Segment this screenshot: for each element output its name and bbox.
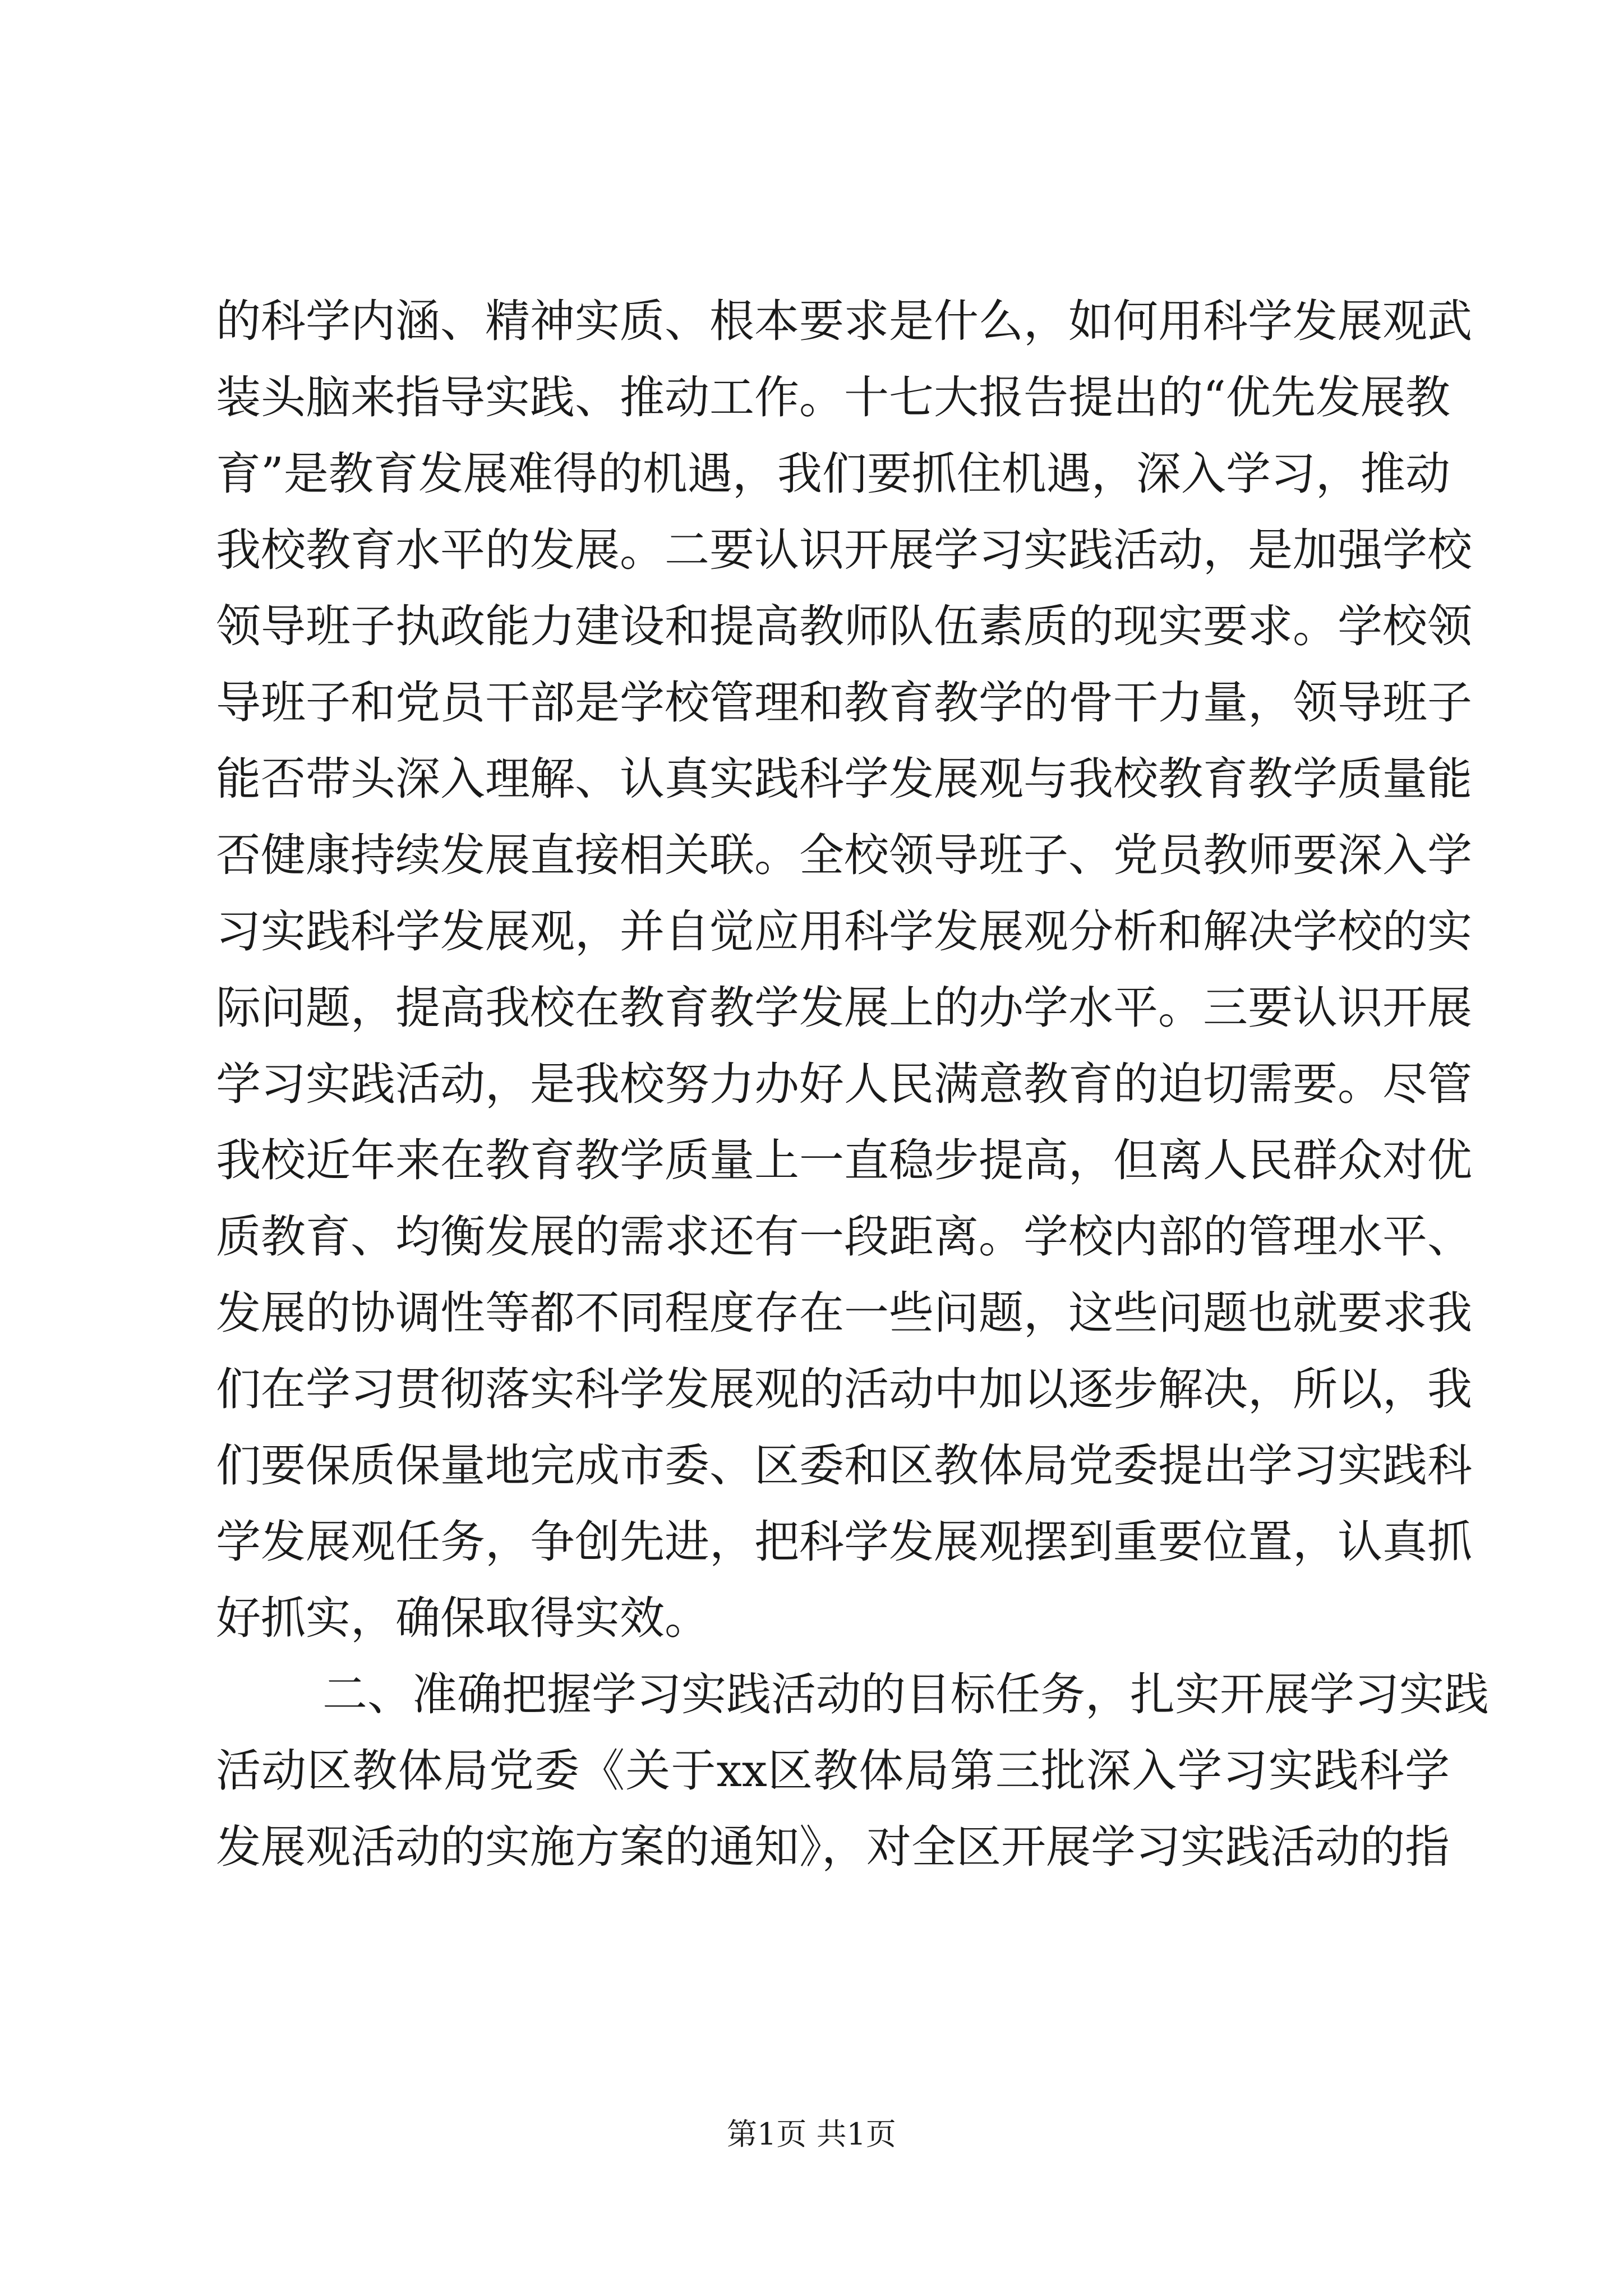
text-line: 二、准确把握学习实践活动的目标任务，扎实开展学习实践 [322, 1668, 1489, 1720]
document-body [216, 283, 1489, 1885]
text-line: 否健康持续发展直接相关联。全校领导班子、党员教师要深入学 [216, 829, 1472, 881]
text-line: 领导班子执政能力建设和提高教师队伍素质的现实要求。学校领 [216, 600, 1472, 652]
text-line: 发展的协调性等都不同程度存在一些问题，这些问题也就要求我 [216, 1287, 1472, 1339]
text-line: 际问题，提高我校在教育教学发展上的办学水平。三要认识开展 [216, 982, 1472, 1034]
text-line: 育”是教育发展难得的机遇，我们要抓住机遇，深入学习，推动 [216, 448, 1450, 500]
text-line: 们要保质保量地完成市委、区委和区教体局党委提出学习实践科 [216, 1439, 1472, 1492]
text-line: 导班子和党员干部是学校管理和教育教学的骨干力量，领导班子 [216, 677, 1472, 729]
text-line: 学发展观任务，争创先进，把科学发展观摆到重要位置，认真抓 [216, 1516, 1472, 1568]
text-line: 能否带头深入理解、认真实践科学发展观与我校教育教学质量能 [216, 753, 1472, 805]
paragraph [216, 1657, 1489, 1885]
text-line: 活动区教体局党委《关于xx区教体局第三批深入学习实践科学 [216, 1745, 1450, 1797]
text-line: 好抓实，确保取得实效。 [216, 1592, 709, 1644]
page-number-label: 第1页 共1页 [727, 2116, 896, 2152]
text-line: 的科学内涵、精神实质、根本要求是什么，如何用科学发展观武 [216, 295, 1472, 347]
text-line: 质教育、均衡发展的需求还有一段距离。学校内部的管理水平、 [216, 1211, 1472, 1263]
page-footer [0, 2115, 1623, 2154]
text-line: 发展观活动的实施方案的通知》，对全区开展学习实践活动的指 [216, 1821, 1450, 1873]
text-line: 学习实践活动，是我校努力办好人民满意教育的迫切需要。尽管 [216, 1058, 1472, 1110]
paragraph [216, 283, 1472, 1657]
text-line: 我校近年来在教育教学质量上一直稳步提高，但离人民群众对优 [216, 1134, 1472, 1186]
text-line: 装头脑来指导实践、推动工作。十七大报告提出的“优先发展教 [216, 371, 1450, 424]
text-line: 们在学习贯彻落实科学发展观的活动中加以逐步解决，所以，我 [216, 1363, 1472, 1415]
text-line: 我校教育水平的发展。二要认识开展学习实践活动，是加强学校 [216, 524, 1472, 576]
text-line: 习实践科学发展观，并自觉应用科学发展观分析和解决学校的实 [216, 905, 1472, 958]
